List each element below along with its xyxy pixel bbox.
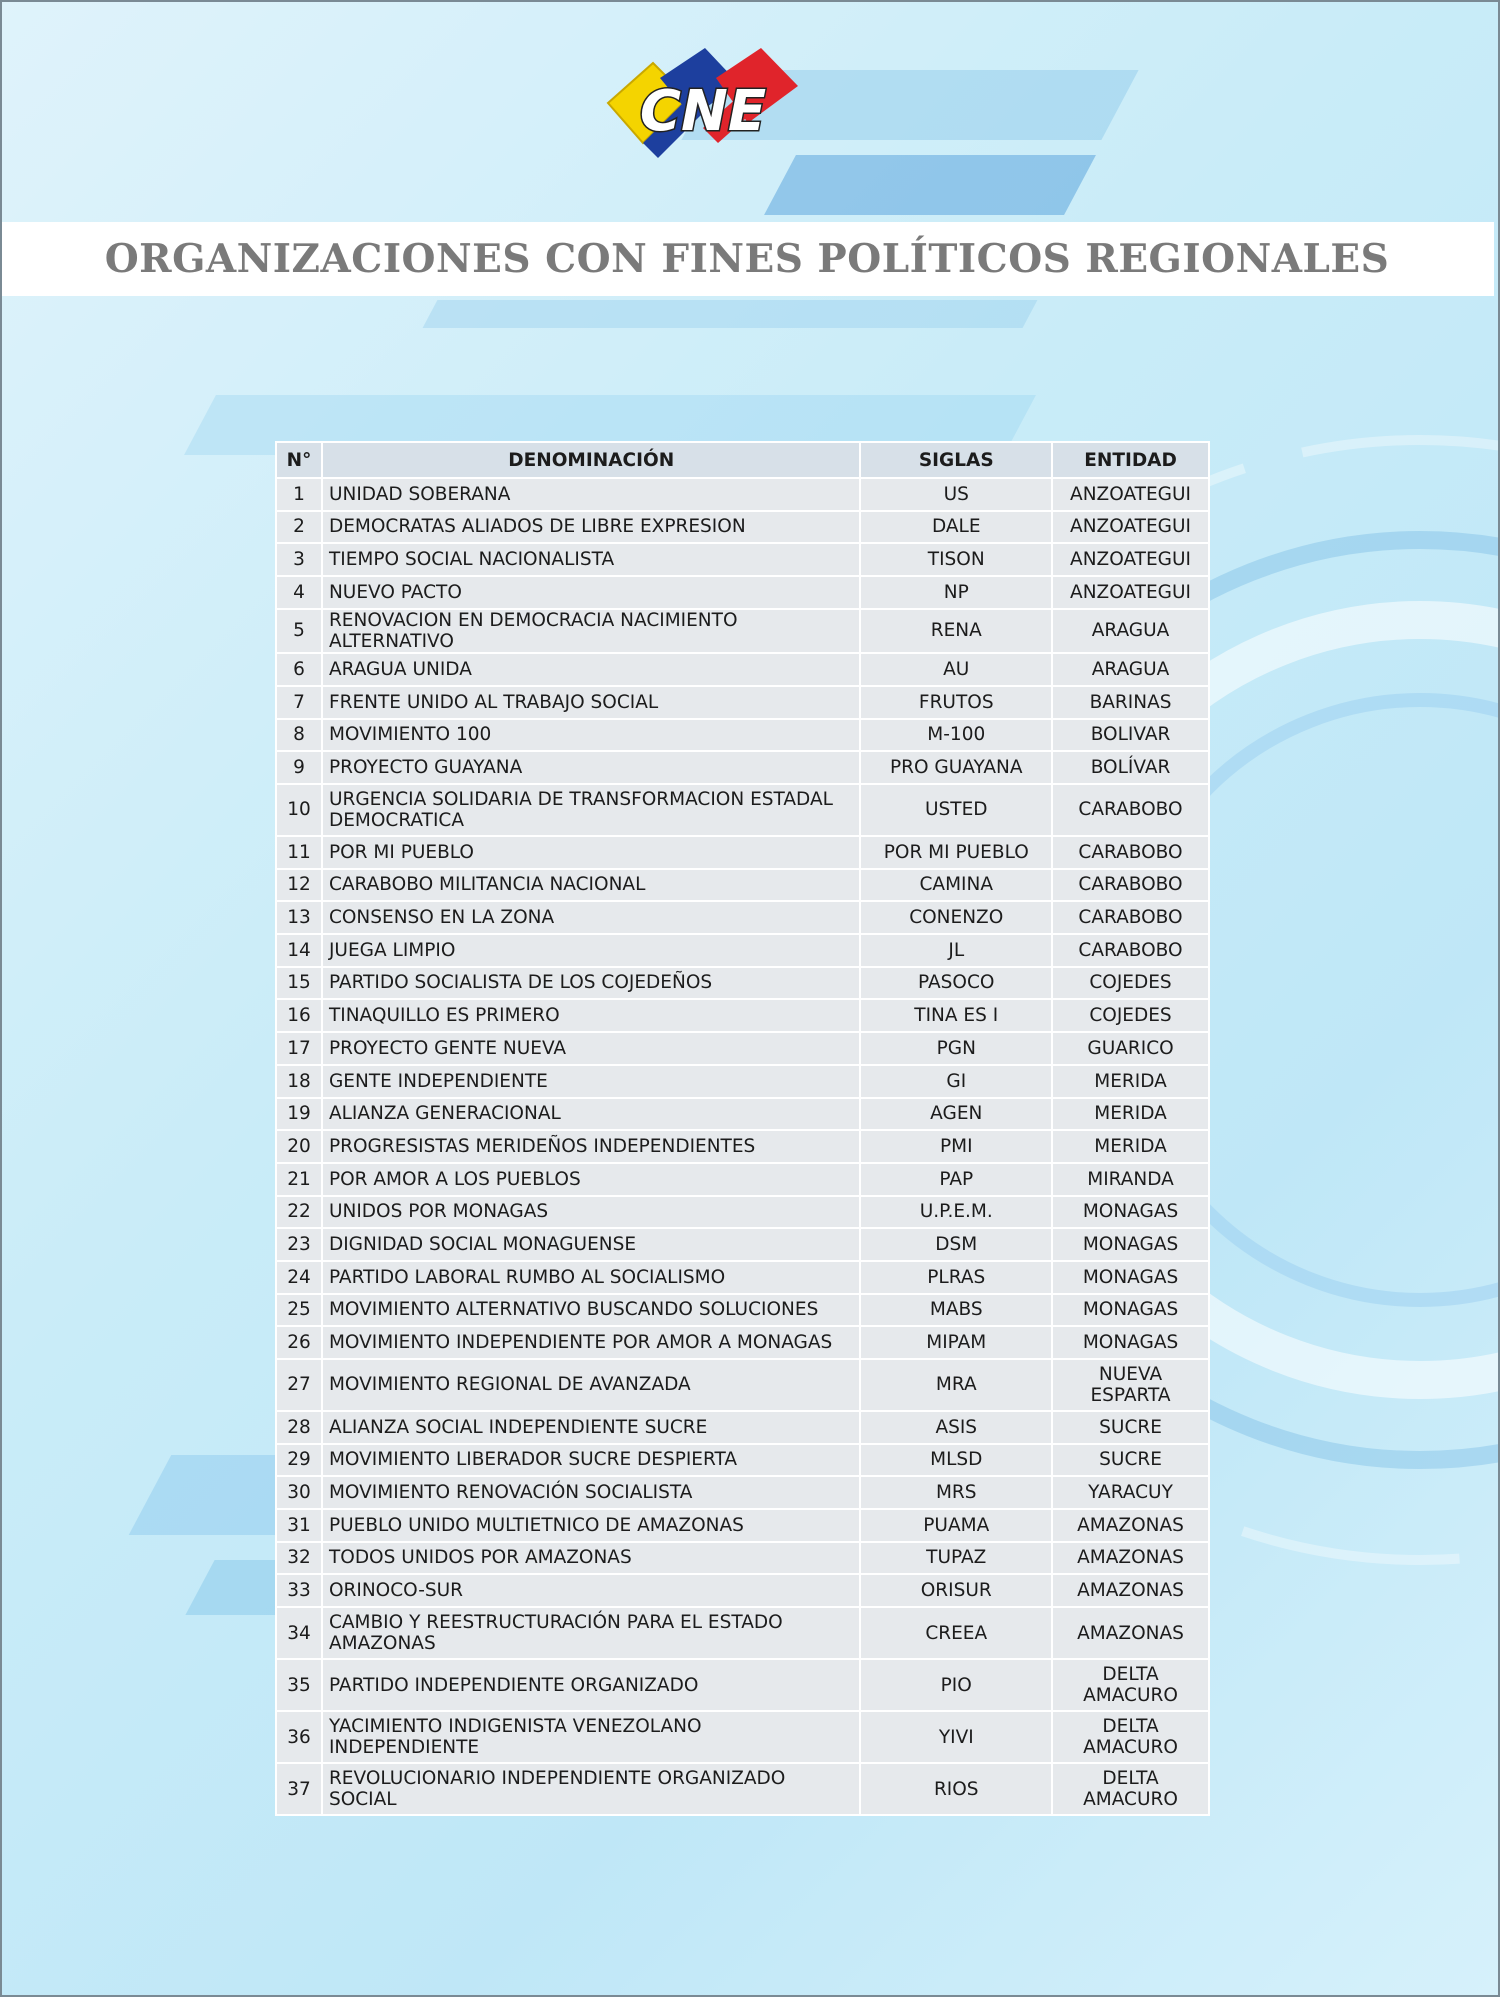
cell-denominacion: PUEBLO UNIDO MULTIETNICO DE AMAZONAS <box>322 1509 861 1542</box>
cell-num: 24 <box>276 1261 322 1294</box>
cell-denominacion: JUEGA LIMPIO <box>322 934 861 967</box>
table-row <box>276 511 1209 544</box>
cell-entidad: AMAZONAS <box>1052 1509 1209 1542</box>
cell-denominacion: PROYECTO GENTE NUEVA <box>322 1032 861 1065</box>
cell-entidad: ARAGUA <box>1052 653 1209 686</box>
cell-siglas: DALE <box>860 511 1052 544</box>
cell-num: 25 <box>276 1294 322 1327</box>
cell-siglas: PRO GUAYANA <box>860 751 1052 784</box>
cell-denominacion: TIEMPO SOCIAL NACIONALISTA <box>322 543 861 576</box>
cell-denominacion: RENOVACION EN DEMOCRACIA NACIMIENTO ALTERNATIVO <box>322 609 861 654</box>
cell-num: 4 <box>276 576 322 609</box>
cell-entidad: MERIDA <box>1052 1065 1209 1098</box>
cell-denominacion: MOVIMIENTO LIBERADOR SUCRE DESPIERTA <box>322 1444 861 1477</box>
cell-num: 35 <box>276 1659 322 1711</box>
cell-denominacion: PROYECTO GUAYANA <box>322 751 861 784</box>
cell-denominacion: PARTIDO LABORAL RUMBO AL SOCIALISMO <box>322 1261 861 1294</box>
table-header-row <box>276 442 1209 478</box>
cell-siglas: MLSD <box>860 1444 1052 1477</box>
cell-entidad: MONAGAS <box>1052 1326 1209 1359</box>
cell-num: 18 <box>276 1065 322 1098</box>
table-row <box>276 901 1209 934</box>
table-row <box>276 609 1209 654</box>
cell-entidad: MIRANDA <box>1052 1163 1209 1196</box>
organizations-table <box>275 441 1210 1816</box>
cell-siglas: CREEA <box>860 1607 1052 1659</box>
cell-denominacion: GENTE INDEPENDIENTE <box>322 1065 861 1098</box>
cell-siglas: GI <box>860 1065 1052 1098</box>
table-row <box>276 1359 1209 1411</box>
cell-entidad: MONAGAS <box>1052 1294 1209 1327</box>
cell-entidad: CARABOBO <box>1052 836 1209 869</box>
cell-num: 21 <box>276 1163 322 1196</box>
cell-siglas: PGN <box>860 1032 1052 1065</box>
cell-denominacion: ORINOCO-SUR <box>322 1574 861 1607</box>
table-row <box>276 478 1209 511</box>
cell-entidad: MONAGAS <box>1052 1196 1209 1229</box>
cell-denominacion: ARAGUA UNIDA <box>322 653 861 686</box>
table-row <box>276 1163 1209 1196</box>
cell-num: 9 <box>276 751 322 784</box>
cell-entidad: SUCRE <box>1052 1411 1209 1444</box>
cell-siglas: MABS <box>860 1294 1052 1327</box>
cell-denominacion: UNIDAD SOBERANA <box>322 478 861 511</box>
table-body <box>276 478 1209 1815</box>
cell-denominacion: NUEVO PACTO <box>322 576 861 609</box>
cell-denominacion: PROGRESISTAS MERIDEÑOS INDEPENDIENTES <box>322 1130 861 1163</box>
cell-num: 37 <box>276 1763 322 1815</box>
title-band <box>0 222 1494 296</box>
table-row <box>276 1196 1209 1229</box>
cell-num: 17 <box>276 1032 322 1065</box>
cell-siglas: RENA <box>860 609 1052 654</box>
table-row <box>276 1476 1209 1509</box>
cell-num: 2 <box>276 511 322 544</box>
cell-num: 1 <box>276 478 322 511</box>
cell-entidad: MONAGAS <box>1052 1228 1209 1261</box>
cell-num: 31 <box>276 1509 322 1542</box>
cell-num: 23 <box>276 1228 322 1261</box>
cell-siglas: PAP <box>860 1163 1052 1196</box>
cell-denominacion: MOVIMIENTO REGIONAL DE AVANZADA <box>322 1359 861 1411</box>
table-row <box>276 869 1209 902</box>
table-row <box>276 1542 1209 1575</box>
cell-num: 3 <box>276 543 322 576</box>
cell-siglas: MIPAM <box>860 1326 1052 1359</box>
cell-denominacion: PARTIDO SOCIALISTA DE LOS COJEDEÑOS <box>322 967 861 1000</box>
cell-entidad: BOLIVAR <box>1052 719 1209 752</box>
cell-siglas: CONENZO <box>860 901 1052 934</box>
cell-denominacion: YACIMIENTO INDIGENISTA VENEZOLANO INDEPENDIENTE <box>322 1711 861 1763</box>
cell-denominacion: FRENTE UNIDO AL TRABAJO SOCIAL <box>322 686 861 719</box>
table-row <box>276 1411 1209 1444</box>
cell-denominacion: CARABOBO MILITANCIA NACIONAL <box>322 869 861 902</box>
cell-entidad: ANZOATEGUI <box>1052 478 1209 511</box>
table-row <box>276 784 1209 836</box>
cell-entidad: MERIDA <box>1052 1130 1209 1163</box>
cell-denominacion: DIGNIDAD SOCIAL MONAGUENSE <box>322 1228 861 1261</box>
table-row <box>276 1574 1209 1607</box>
cell-siglas: ASIS <box>860 1411 1052 1444</box>
cell-entidad: DELTA AMACURO <box>1052 1763 1209 1815</box>
cell-num: 12 <box>276 869 322 902</box>
cell-entidad: AMAZONAS <box>1052 1542 1209 1575</box>
table-row <box>276 967 1209 1000</box>
cell-siglas: JL <box>860 934 1052 967</box>
cne-logo <box>598 48 808 166</box>
cell-siglas: AU <box>860 653 1052 686</box>
table-row <box>276 836 1209 869</box>
column-header-siglas: SIGLAS <box>860 442 1052 478</box>
cell-entidad: AMAZONAS <box>1052 1574 1209 1607</box>
cell-entidad: NUEVA ESPARTA <box>1052 1359 1209 1411</box>
cell-denominacion: MOVIMIENTO RENOVACIÓN SOCIALISTA <box>322 1476 861 1509</box>
cell-denominacion: MOVIMIENTO ALTERNATIVO BUSCANDO SOLUCIONES <box>322 1294 861 1327</box>
table-row <box>276 1659 1209 1711</box>
cell-num: 7 <box>276 686 322 719</box>
cell-denominacion: URGENCIA SOLIDARIA DE TRANSFORMACION ESTADAL DEMOCRATICA <box>322 784 861 836</box>
table-row <box>276 1763 1209 1815</box>
cell-siglas: PIO <box>860 1659 1052 1711</box>
cell-num: 26 <box>276 1326 322 1359</box>
table-row <box>276 1326 1209 1359</box>
cell-entidad: AMAZONAS <box>1052 1607 1209 1659</box>
column-header-num: N° <box>276 442 322 478</box>
table-row <box>276 1098 1209 1131</box>
cell-entidad: DELTA AMACURO <box>1052 1659 1209 1711</box>
cell-siglas: YIVI <box>860 1711 1052 1763</box>
table-row <box>276 751 1209 784</box>
cell-num: 20 <box>276 1130 322 1163</box>
cell-num: 14 <box>276 934 322 967</box>
cell-num: 10 <box>276 784 322 836</box>
cell-entidad: ARAGUA <box>1052 609 1209 654</box>
cell-siglas: US <box>860 478 1052 511</box>
cell-num: 11 <box>276 836 322 869</box>
cell-entidad: BOLÍVAR <box>1052 751 1209 784</box>
cell-siglas: POR MI PUEBLO <box>860 836 1052 869</box>
table-row <box>276 543 1209 576</box>
cell-denominacion: TODOS UNIDOS POR AMAZONAS <box>322 1542 861 1575</box>
cell-num: 5 <box>276 609 322 654</box>
table-row <box>276 576 1209 609</box>
cell-siglas: AGEN <box>860 1098 1052 1131</box>
cell-entidad: ANZOATEGUI <box>1052 511 1209 544</box>
cell-siglas: CAMINA <box>860 869 1052 902</box>
cell-denominacion: POR AMOR A LOS PUEBLOS <box>322 1163 861 1196</box>
cell-siglas: U.P.E.M. <box>860 1196 1052 1229</box>
cell-siglas: TINA ES I <box>860 999 1052 1032</box>
table-row <box>276 653 1209 686</box>
logo-text: CNE <box>639 79 767 144</box>
cell-siglas: MRA <box>860 1359 1052 1411</box>
table-row <box>276 686 1209 719</box>
cell-denominacion: REVOLUCIONARIO INDEPENDIENTE ORGANIZADO SOCIAL <box>322 1763 861 1815</box>
cell-entidad: CARABOBO <box>1052 901 1209 934</box>
table-row <box>276 1509 1209 1542</box>
table-row <box>276 1607 1209 1659</box>
cell-siglas: RIOS <box>860 1763 1052 1815</box>
cell-entidad: BARINAS <box>1052 686 1209 719</box>
cell-entidad: YARACUY <box>1052 1476 1209 1509</box>
table-row <box>276 1294 1209 1327</box>
cell-num: 8 <box>276 719 322 752</box>
cell-entidad: CARABOBO <box>1052 934 1209 967</box>
cell-denominacion: CAMBIO Y REESTRUCTURACIÓN PARA EL ESTADO AMAZONAS <box>322 1607 861 1659</box>
column-header-entidad: ENTIDAD <box>1052 442 1209 478</box>
cell-denominacion: POR MI PUEBLO <box>322 836 861 869</box>
cell-siglas: PMI <box>860 1130 1052 1163</box>
cell-num: 16 <box>276 999 322 1032</box>
cell-num: 15 <box>276 967 322 1000</box>
cell-denominacion: TINAQUILLO ES PRIMERO <box>322 999 861 1032</box>
table-row <box>276 999 1209 1032</box>
cell-entidad: COJEDES <box>1052 967 1209 1000</box>
cell-siglas: TUPAZ <box>860 1542 1052 1575</box>
cell-siglas: TISON <box>860 543 1052 576</box>
table-row <box>276 1228 1209 1261</box>
cell-num: 28 <box>276 1411 322 1444</box>
cell-entidad: DELTA AMACURO <box>1052 1711 1209 1763</box>
table-row <box>276 1261 1209 1294</box>
cell-denominacion: DEMOCRATAS ALIADOS DE LIBRE EXPRESION <box>322 511 861 544</box>
cell-denominacion: PARTIDO INDEPENDIENTE ORGANIZADO <box>322 1659 861 1711</box>
cell-num: 27 <box>276 1359 322 1411</box>
cell-siglas: ORISUR <box>860 1574 1052 1607</box>
cell-denominacion: MOVIMIENTO INDEPENDIENTE POR AMOR A MONAGAS <box>322 1326 861 1359</box>
page-title: ORGANIZACIONES CON FINES POLÍTICOS REGIONALES <box>104 236 1390 282</box>
cell-denominacion: CONSENSO EN LA ZONA <box>322 901 861 934</box>
cell-denominacion: UNIDOS POR MONAGAS <box>322 1196 861 1229</box>
column-header-denominacion: DENOMINACIÓN <box>322 442 861 478</box>
cell-entidad: ANZOATEGUI <box>1052 576 1209 609</box>
table-row <box>276 1032 1209 1065</box>
cell-entidad: COJEDES <box>1052 999 1209 1032</box>
table-row <box>276 1711 1209 1763</box>
cell-num: 6 <box>276 653 322 686</box>
cell-num: 13 <box>276 901 322 934</box>
cell-entidad: ANZOATEGUI <box>1052 543 1209 576</box>
table-row <box>276 934 1209 967</box>
cell-num: 32 <box>276 1542 322 1575</box>
cell-num: 29 <box>276 1444 322 1477</box>
cell-siglas: FRUTOS <box>860 686 1052 719</box>
cell-entidad: CARABOBO <box>1052 869 1209 902</box>
cell-siglas: MRS <box>860 1476 1052 1509</box>
cell-denominacion: ALIANZA GENERACIONAL <box>322 1098 861 1131</box>
cell-entidad: GUARICO <box>1052 1032 1209 1065</box>
cell-siglas: PUAMA <box>860 1509 1052 1542</box>
table-row <box>276 1130 1209 1163</box>
cell-siglas: PASOCO <box>860 967 1052 1000</box>
cell-siglas: USTED <box>860 784 1052 836</box>
cell-siglas: DSM <box>860 1228 1052 1261</box>
cell-num: 22 <box>276 1196 322 1229</box>
cell-denominacion: MOVIMIENTO 100 <box>322 719 861 752</box>
cell-siglas: NP <box>860 576 1052 609</box>
cell-entidad: MERIDA <box>1052 1098 1209 1131</box>
cell-num: 34 <box>276 1607 322 1659</box>
cell-siglas: M-100 <box>860 719 1052 752</box>
cell-num: 30 <box>276 1476 322 1509</box>
cell-num: 33 <box>276 1574 322 1607</box>
cell-entidad: SUCRE <box>1052 1444 1209 1477</box>
cell-num: 36 <box>276 1711 322 1763</box>
cell-siglas: PLRAS <box>860 1261 1052 1294</box>
table-row <box>276 1065 1209 1098</box>
table-row <box>276 1444 1209 1477</box>
cell-entidad: CARABOBO <box>1052 784 1209 836</box>
cell-num: 19 <box>276 1098 322 1131</box>
cell-entidad: MONAGAS <box>1052 1261 1209 1294</box>
table-row <box>276 719 1209 752</box>
cell-denominacion: ALIANZA SOCIAL INDEPENDIENTE SUCRE <box>322 1411 861 1444</box>
